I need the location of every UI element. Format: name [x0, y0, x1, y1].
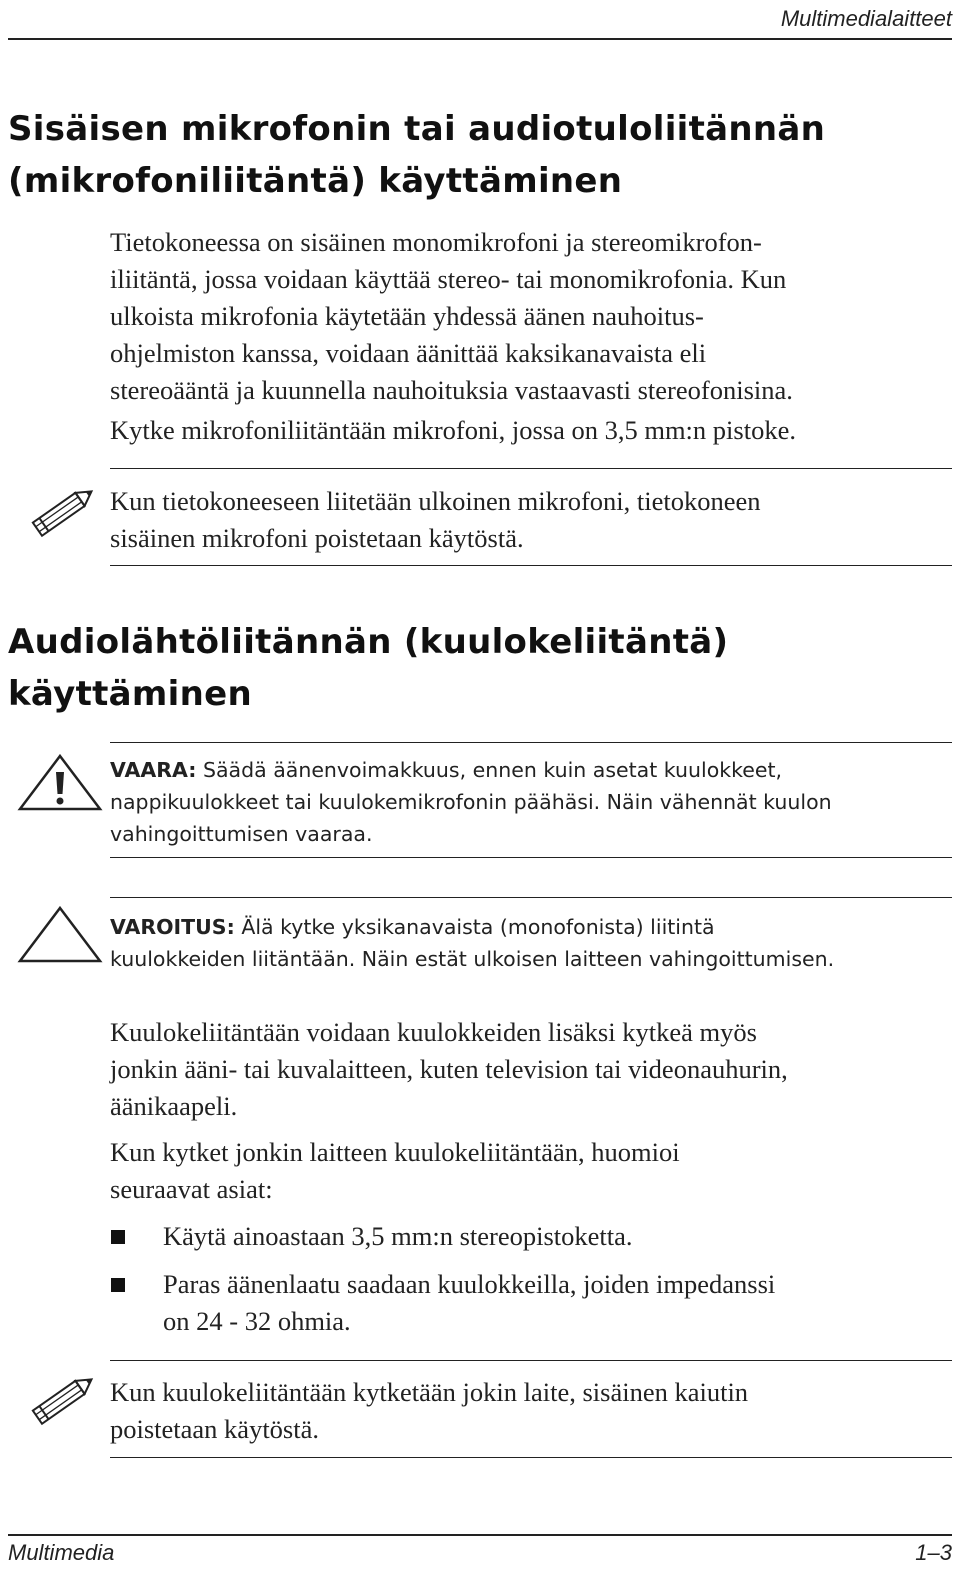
text-line: Kun tietokoneeseen liitetään ulkoinen mikrofoni, tietokoneen [110, 486, 761, 516]
bullet-square [111, 1230, 125, 1244]
caution-icon [16, 904, 104, 969]
text-line: seuraavat asiat: [110, 1174, 273, 1204]
text-line: Kuulokeliitäntään voidaan kuulokkeiden lisäksi kytkeä myös [110, 1017, 757, 1047]
note-bottom-rule [110, 565, 952, 566]
note-top-rule [110, 468, 952, 469]
text-line: kuulokkeiden liitäntään. Näin estät ulkoisen laitteen vahingoittumisen. [110, 947, 835, 971]
note-top-rule [110, 1360, 952, 1361]
paragraph-plug-instruction: Kytke mikrofoniliitäntään mikrofoni, jossa on 3,5 mm:n pistoke. [110, 415, 796, 445]
caution-notice [110, 911, 910, 975]
danger-notice [110, 754, 910, 850]
caution-top-rule [110, 897, 952, 898]
footer-rule [8, 1534, 952, 1536]
text-line: nappikuulokkeet tai kuulokemikrofonin päähäsi. Näin vähennät kuulon [110, 790, 832, 814]
heading-line: Audiolähtöliitännän (kuulokeliitäntä) [8, 622, 729, 662]
note-headphone-speaker [110, 1374, 950, 1448]
pencil-note-icon [24, 484, 100, 545]
text-line: vahingoittumisen vaaraa. [110, 822, 373, 846]
paragraph-connect-notes [110, 1134, 950, 1208]
paragraph-headphone-intro [110, 1014, 950, 1125]
list-item [163, 1266, 953, 1340]
danger-top-rule [110, 742, 952, 743]
text-line: on 24 - 32 ohmia. [163, 1306, 351, 1336]
danger-warning-icon [16, 752, 104, 817]
text-line: äänikaapeli. [110, 1091, 238, 1121]
running-header: Multimedialaitteet [780, 6, 952, 31]
text-line: poistetaan käytöstä. [110, 1414, 319, 1444]
footer-chapter: Multimedia [8, 1540, 115, 1565]
paragraph-microphone-intro [110, 224, 950, 409]
text-line: ohjelmiston kanssa, voidaan äänittää kaksikanavaista eli [110, 338, 707, 368]
danger-bottom-rule [110, 857, 952, 858]
note-bottom-rule [110, 1457, 952, 1458]
text-line: Kun kytket jonkin laitteen kuulokeliitäntään, huomioi [110, 1137, 680, 1167]
header-rule [8, 38, 952, 40]
note-external-microphone [110, 483, 950, 557]
text-line: Paras äänenlaatu saadaan kuulokkeilla, joiden impedanssi [163, 1269, 776, 1299]
bullet-square [111, 1278, 125, 1292]
text-line: Säädä äänenvoimakkuus, ennen kuin asetat kuulokkeet, [202, 758, 783, 782]
heading-line: (mikrofoniliitäntä) käyttäminen [8, 161, 623, 201]
section-heading-microphone [8, 103, 948, 207]
text-line: jonkin ääni- tai kuvalaitteen, kuten television tai videonauhurin, [110, 1054, 788, 1084]
heading-line: Sisäisen mikrofonin tai audiotuloliitännän [8, 109, 826, 149]
text-line: Kun kuulokeliitäntään kytketään jokin laite, sisäinen kaiutin [110, 1377, 749, 1407]
text-line: sisäinen mikrofoni poistetaan käytöstä. [110, 523, 524, 553]
text-line: Tietokoneessa on sisäinen monomikrofoni ja stereomikrofon- [110, 227, 762, 257]
text-line: ulkoista mikrofonia käytetään yhdessä äänen nauhoitus- [110, 301, 704, 331]
list-item [163, 1218, 953, 1255]
heading-line: käyttäminen [8, 674, 252, 714]
caution-label: VAROITUS: [110, 915, 235, 939]
danger-label: VAARA: [110, 758, 197, 782]
section-heading-headphone [8, 616, 948, 720]
text-line: Älä kytke yksikanavaista (monofonista) liitintä [241, 915, 715, 939]
text-line: iliitäntä, jossa voidaan käyttää stereo- tai monomikrofonia. Kun [110, 264, 787, 294]
pencil-note-icon [24, 1372, 100, 1433]
text-line: stereoääntä ja kuunnella nauhoituksia vastaavasti stereofonisina. [110, 375, 793, 405]
page-number: 1–3 [915, 1540, 952, 1565]
text-line: Käytä ainoastaan 3,5 mm:n stereopistoketta. [163, 1221, 633, 1251]
